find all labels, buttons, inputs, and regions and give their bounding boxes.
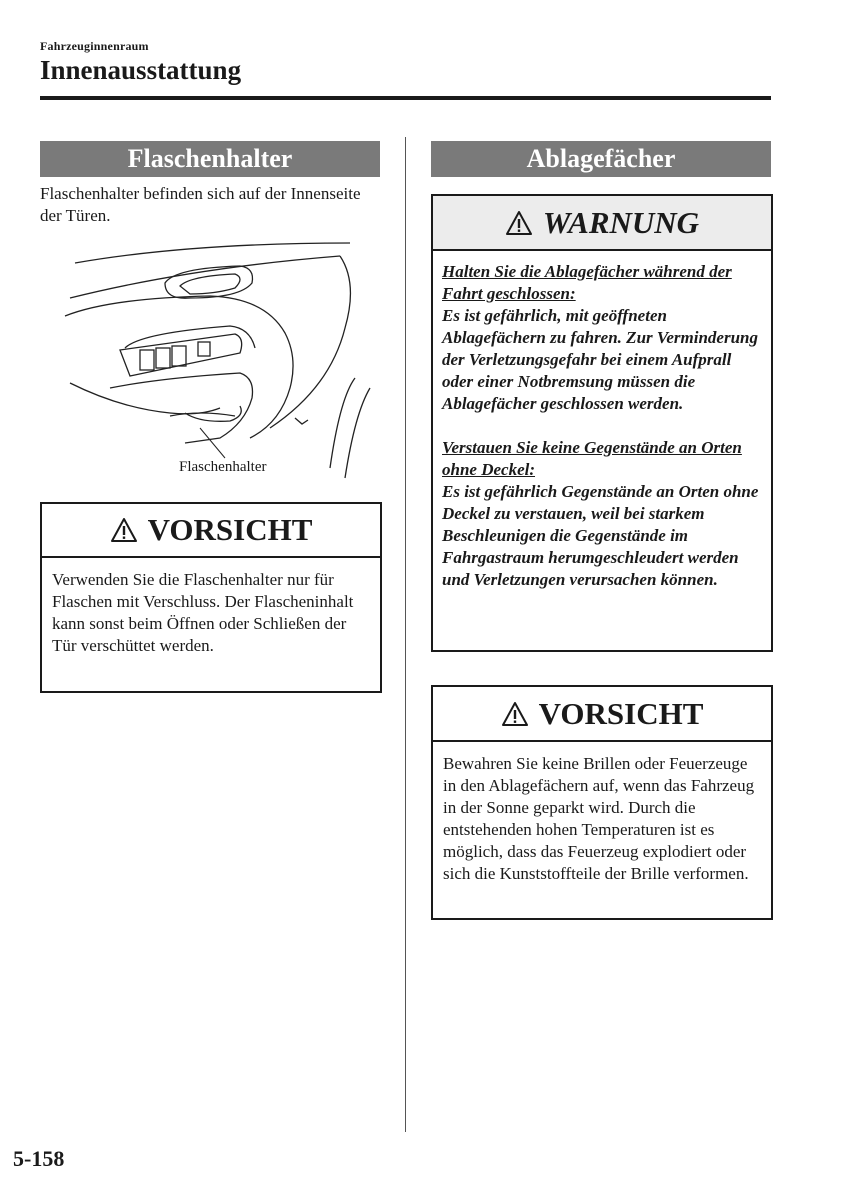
figure-label: Flaschenhalter	[179, 459, 267, 475]
warning-box-storage	[431, 194, 773, 652]
caution-title: VORSICHT	[538, 695, 704, 731]
section-title-storage: Ablagefächer	[431, 141, 771, 177]
caution-header	[433, 687, 771, 742]
caution-text: Verwenden Sie die Flaschenhalter nur für Flaschen mit Verschluss. Der Flascheninhalt kann sonst beim Öffnen oder Schließen der Tür verschüttet werden.	[52, 570, 354, 655]
caution-text: Bewahren Sie keine Brillen oder Feuerzeuge in den Ablagefächern auf, wenn das Fahrzeug in der Sonne geparkt wird. Durch die entstehenden hohen Temperaturen ist es möglich, dass das Feuerzeug explodiert oder sich die Kunststoffteile der Brille verformen.	[443, 754, 755, 883]
caution-box-storage	[431, 685, 773, 920]
door-panel-drawing	[40, 238, 380, 488]
warning-paragraph-1	[442, 261, 763, 415]
breadcrumb: Fahrzeuginnenraum	[40, 39, 149, 53]
warning-triangle-icon	[501, 701, 529, 727]
column-divider	[405, 137, 406, 1132]
section-title-bottle-holder: Flaschenhalter	[40, 141, 380, 177]
warning-title: WARNUNG	[542, 204, 700, 240]
caution-box-bottle-holder	[40, 502, 382, 693]
warning-p1-text: Es ist gefährlich, mit geöffneten Ablagefächern zu fahren. Zur Verminderung der Verletzungsgefahr bei einem Aufprall oder einer Notbremsung müssen die Ablagefächer geschlossen werden.	[442, 306, 758, 413]
warning-header	[433, 196, 771, 251]
page-number: 5-158	[13, 1146, 65, 1171]
caution-header	[42, 504, 380, 558]
intro-text: Flaschenhalter befinden sich auf der Innenseite der Türen.	[40, 184, 361, 225]
warning-triangle-icon	[505, 210, 533, 236]
warning-triangle-icon	[110, 517, 138, 543]
warning-p1-heading: Halten Sie die Ablagefächer während der Fahrt geschlossen:	[442, 262, 732, 303]
warning-p2-heading: Verstauen Sie keine Gegenstände an Orten ohne Deckel:	[442, 438, 742, 479]
warning-p2-text: Es ist gefährlich Gegenstände an Orten ohne Deckel zu verstauen, weil bei starkem Beschleunigen die Gegenstände im Fahrgastraum herumgeschleudert werden und Verletzungen verursachen können.	[442, 482, 759, 589]
title-rule	[40, 96, 771, 100]
warning-body	[433, 251, 771, 599]
door-illustration	[40, 238, 380, 488]
page-title: Innenausstattung	[40, 55, 242, 85]
warning-paragraph-2	[442, 437, 763, 591]
caution-title: VORSICHT	[147, 512, 313, 547]
